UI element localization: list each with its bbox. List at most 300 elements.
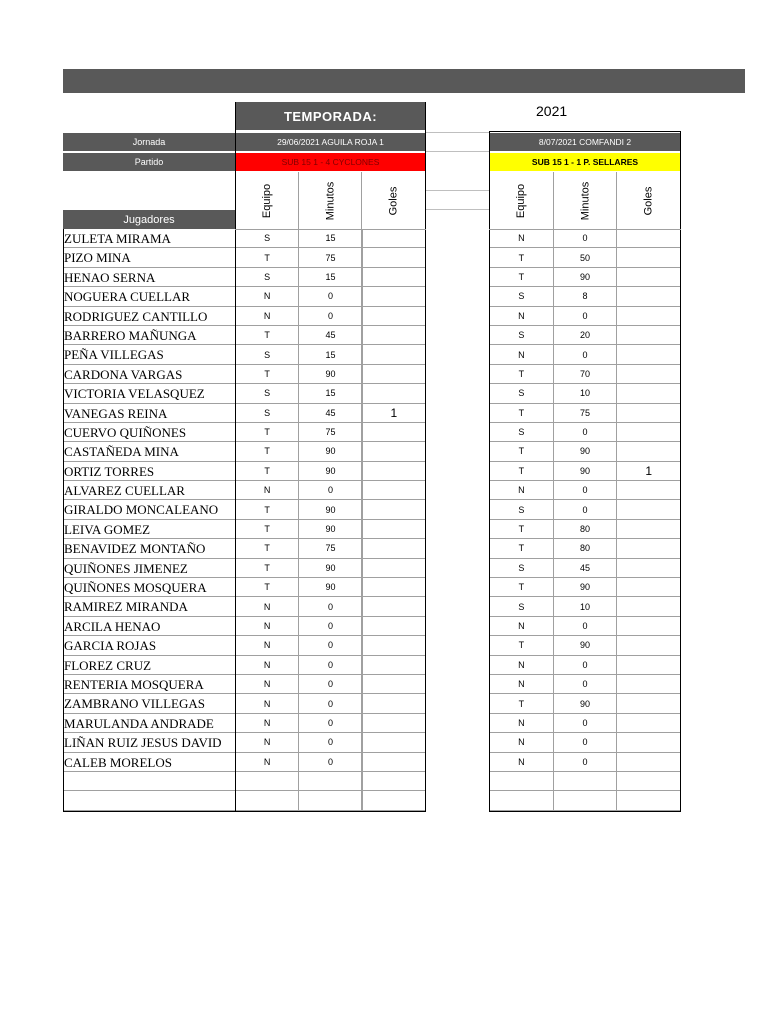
match2-minutos-cell: 0 <box>554 423 618 441</box>
match1-minutos-cell: 15 <box>299 268 362 286</box>
match1-equipo-cell: S <box>236 404 299 422</box>
match2-goles-cell <box>617 248 680 266</box>
match1-equipo-cell: N <box>236 694 299 712</box>
border-line <box>489 131 681 132</box>
match2-row <box>490 656 680 675</box>
match1-row <box>236 772 425 791</box>
match1-goles-cell: 1 <box>390 405 398 420</box>
grid-line <box>553 172 554 812</box>
match2-row <box>490 248 680 267</box>
match2-row <box>490 559 680 578</box>
match1-minutos-cell: 0 <box>299 617 362 635</box>
match2-row <box>490 404 680 423</box>
player-name <box>63 791 235 810</box>
match2-equipo-cell: T <box>490 442 554 460</box>
match2-jornada: 8/07/2021 COMFANDI 2 <box>490 133 680 151</box>
match2-minutos-header: Minutos <box>579 181 591 220</box>
match2-row <box>490 636 680 655</box>
match2-goles-cell <box>617 268 680 286</box>
match2-row <box>490 268 680 287</box>
match1-equipo-cell: S <box>236 345 299 363</box>
match1-goles-cell <box>363 442 425 460</box>
match1-row <box>236 578 425 597</box>
match2-goles-cell <box>617 481 680 499</box>
match2-grid <box>490 229 680 811</box>
match2-equipo-cell: S <box>490 597 554 615</box>
match2-equipo-cell: T <box>490 365 554 383</box>
match2-minutos-cell: 0 <box>554 229 618 247</box>
player-name: MARULANDA ANDRADE <box>63 714 235 733</box>
match1-row <box>236 268 425 287</box>
match1-goles-cell <box>363 307 425 325</box>
match1-goles-cell <box>363 772 425 790</box>
match2-minutos-cell: 80 <box>554 539 618 557</box>
border-line <box>63 229 64 812</box>
match1-equipo-cell: N <box>236 753 299 771</box>
match2-equipo-cell: S <box>490 500 554 518</box>
match2-equipo-cell: T <box>490 694 554 712</box>
match1-minutos-cell <box>299 772 362 790</box>
match1-row <box>236 617 425 636</box>
match2-equipo-cell: N <box>490 617 554 635</box>
match2-minutos-cell: 80 <box>554 520 618 538</box>
match2-row <box>490 539 680 558</box>
match1-goles-cell <box>363 287 425 305</box>
player-name: LEIVA GOMEZ <box>63 520 235 539</box>
border-line <box>235 102 236 812</box>
match1-goles-cell <box>363 597 425 615</box>
match1-row <box>236 539 425 558</box>
match2-goles-cell <box>617 287 680 305</box>
match1-equipo-cell: N <box>236 481 299 499</box>
match2-row <box>490 462 680 481</box>
match1-row <box>236 636 425 655</box>
match1-goles-cell <box>363 675 425 693</box>
player-name: FLOREZ CRUZ <box>63 656 235 675</box>
match2-goles-cell <box>617 229 680 247</box>
match2-row <box>490 500 680 519</box>
match1-equipo-cell: T <box>236 539 299 557</box>
match1-goles-cell <box>363 326 425 344</box>
match1-minutos-cell: 90 <box>299 442 362 460</box>
match2-goles-cell <box>617 733 680 751</box>
match1-equipo-cell: N <box>236 675 299 693</box>
match2-goles-cell <box>617 307 680 325</box>
player-name: ZULETA MIRAMA <box>63 229 235 248</box>
match2-equipo-cell: S <box>490 559 554 577</box>
match1-minutos-cell: 0 <box>299 694 362 712</box>
match2-row <box>490 384 680 403</box>
match1-goles-cell <box>363 791 425 809</box>
match1-minutos-cell <box>299 791 362 809</box>
match1-minutos-cell: 0 <box>299 656 362 674</box>
match1-minutos-cell: 90 <box>299 578 362 596</box>
match2-goles-cell <box>617 442 680 460</box>
match2-minutos-cell: 0 <box>554 656 618 674</box>
player-name: VICTORIA VELASQUEZ <box>63 384 235 403</box>
match1-row <box>236 423 425 442</box>
match1-goles-cell <box>363 500 425 518</box>
match1-minutos-cell: 45 <box>299 404 362 422</box>
match2-row <box>490 753 680 772</box>
match1-goles-cell <box>363 578 425 596</box>
player-name: PEÑA VILLEGAS <box>63 345 235 364</box>
match2-goles-cell <box>617 675 680 693</box>
grid-line <box>489 229 681 230</box>
player-name: GARCIA ROJAS <box>63 636 235 655</box>
match1-goles-cell <box>363 694 425 712</box>
match2-goles-cell <box>617 404 680 422</box>
match1-jornada: 29/06/2021 AGUILA ROJA 1 <box>236 133 425 151</box>
match1-equipo-cell: N <box>236 733 299 751</box>
match1-row <box>236 442 425 461</box>
player-name: ORTIZ TORRES <box>63 462 235 481</box>
match1-row <box>236 462 425 481</box>
match2-goles-cell <box>617 772 680 790</box>
match2-row <box>490 733 680 752</box>
player-name: PIZO MINA <box>63 248 235 267</box>
match2-equipo-cell: S <box>490 423 554 441</box>
match2-row <box>490 345 680 364</box>
match1-row <box>236 345 425 364</box>
match2-row <box>490 578 680 597</box>
player-name: LIÑAN RUIZ JESUS DAVID <box>63 733 235 752</box>
match1-minutos-cell: 75 <box>299 423 362 441</box>
match1-equipo-cell <box>236 772 299 790</box>
player-name: VANEGAS REINA <box>63 404 235 423</box>
match1-row <box>236 229 425 248</box>
player-name <box>63 772 235 791</box>
match2-goles-cell <box>617 345 680 363</box>
player-name: ARCILA HENAO <box>63 617 235 636</box>
player-name: RAMIREZ MIRANDA <box>63 597 235 616</box>
match2-goles-cell <box>617 791 680 809</box>
player-name: ALVAREZ CUELLAR <box>63 481 235 500</box>
match2-row <box>490 617 680 636</box>
match2-equipo-cell: T <box>490 539 554 557</box>
match1-equipo-cell: T <box>236 578 299 596</box>
match2-equipo-cell: S <box>490 384 554 402</box>
match2-equipo-cell: T <box>490 578 554 596</box>
match2-equipo-cell <box>490 772 554 790</box>
match1-row <box>236 559 425 578</box>
match1-row <box>236 597 425 616</box>
match2-partido: SUB 15 1 - 1 P. SELLARES <box>490 153 680 171</box>
match2-equipo-cell: N <box>490 345 554 363</box>
player-name: CASTAÑEDA MINA <box>63 442 235 461</box>
border-line <box>63 811 426 812</box>
match1-equipo-cell: S <box>236 384 299 402</box>
match1-goles-cell <box>363 365 425 383</box>
match2-goles-cell <box>617 714 680 732</box>
match1-row <box>236 287 425 306</box>
player-name: BARRERO MAÑUNGA <box>63 326 235 345</box>
match1-minutos-cell: 0 <box>299 714 362 732</box>
match2-equipo-cell: N <box>490 229 554 247</box>
match1-minutos-cell: 75 <box>299 248 362 266</box>
match2-row <box>490 772 680 791</box>
match2-goles-cell <box>617 384 680 402</box>
match1-row <box>236 694 425 713</box>
match1-equipo-header: Equipo <box>261 183 274 218</box>
match2-equipo-cell: N <box>490 307 554 325</box>
match1-minutos-cell: 90 <box>299 365 362 383</box>
match1-equipo-cell: N <box>236 307 299 325</box>
player-name: CALEB MORELOS <box>63 753 235 772</box>
match1-equipo-cell: T <box>236 326 299 344</box>
match1-goles-cell <box>363 423 425 441</box>
match2-equipo-cell: S <box>490 326 554 344</box>
match1-minutos-cell: 90 <box>299 520 362 538</box>
match2-row <box>490 675 680 694</box>
match2-row <box>490 442 680 461</box>
match1-goles-cell <box>363 636 425 654</box>
match2-equipo-cell: T <box>490 268 554 286</box>
match1-goles-cell <box>363 248 425 266</box>
match1-equipo-cell: T <box>236 520 299 538</box>
match2-minutos-cell: 0 <box>554 617 618 635</box>
match1-equipo-cell: T <box>236 248 299 266</box>
player-name: NOGUERA CUELLAR <box>63 287 235 306</box>
match1-grid <box>236 229 425 811</box>
match2-goles-cell <box>617 520 680 538</box>
match2-minutos-cell: 0 <box>554 675 618 693</box>
jornada-label: Jornada <box>63 133 235 151</box>
match2-equipo-cell: N <box>490 733 554 751</box>
match2-row <box>490 229 680 248</box>
border-line <box>489 131 490 812</box>
match1-minutos-cell: 0 <box>299 753 362 771</box>
match1-minutos-cell: 90 <box>299 462 362 480</box>
match2-goles-cell <box>617 365 680 383</box>
match1-minutos-cell: 0 <box>299 307 362 325</box>
match2-equipo-cell: T <box>490 520 554 538</box>
match1-row <box>236 481 425 500</box>
match1-equipo-cell: N <box>236 287 299 305</box>
player-name: QUIÑONES MOSQUERA <box>63 578 235 597</box>
separator <box>426 190 489 191</box>
match2-equipo-cell: N <box>490 675 554 693</box>
match1-minutos-cell: 90 <box>299 500 362 518</box>
match2-goles-cell <box>617 656 680 674</box>
match2-goles-cell <box>617 617 680 635</box>
match1-minutos-cell: 75 <box>299 539 362 557</box>
match2-row <box>490 287 680 306</box>
match1-equipo-cell: T <box>236 559 299 577</box>
match2-row <box>490 326 680 345</box>
match1-goles-cell <box>363 481 425 499</box>
match2-goles-cell: 1 <box>645 463 653 478</box>
match1-minutos-cell: 0 <box>299 287 362 305</box>
match2-goles-cell <box>617 636 680 654</box>
match1-equipo-cell: S <box>236 229 299 247</box>
grid-line <box>616 172 617 812</box>
match1-goles-cell <box>363 539 425 557</box>
match1-equipo-cell: N <box>236 636 299 654</box>
match1-minutos-cell: 15 <box>299 229 362 247</box>
match2-minutos-cell: 90 <box>554 268 618 286</box>
match2-minutos-cell <box>554 791 618 809</box>
match2-minutos-cell: 0 <box>554 500 618 518</box>
match1-goles-cell <box>363 617 425 635</box>
match2-minutos-cell: 10 <box>554 597 618 615</box>
player-name: CUERVO QUIÑONES <box>63 423 235 442</box>
match2-minutos-cell: 0 <box>554 345 618 363</box>
match1-minutos-header: Minutos <box>324 181 337 220</box>
match1-minutos-cell: 15 <box>299 345 362 363</box>
match2-row <box>490 481 680 500</box>
match2-equipo-header: Equipo <box>515 183 528 218</box>
match1-equipo-cell: N <box>236 656 299 674</box>
jugadores-label: Jugadores <box>63 210 235 229</box>
match2-minutos-cell: 90 <box>554 442 618 460</box>
match1-row <box>236 248 425 267</box>
match1-row <box>236 404 425 423</box>
match1-minutos-cell: 0 <box>299 733 362 751</box>
match2-equipo-cell <box>490 791 554 809</box>
match2-minutos-cell: 0 <box>554 753 618 771</box>
match1-minutos-cell: 0 <box>299 481 362 499</box>
match2-minutos-cell: 90 <box>554 462 618 480</box>
match2-equipo-cell: T <box>490 636 554 654</box>
match1-row <box>236 714 425 733</box>
separator <box>426 151 489 152</box>
match2-row <box>490 791 680 810</box>
match1-row <box>236 326 425 345</box>
match1-goles-cell <box>363 714 425 732</box>
match2-minutos-cell: 50 <box>554 248 618 266</box>
match2-minutos-cell: 75 <box>554 404 618 422</box>
match1-equipo-cell: T <box>236 500 299 518</box>
match1-row <box>236 500 425 519</box>
match2-minutos-cell <box>554 772 618 790</box>
match1-row <box>236 753 425 772</box>
grid-line <box>361 172 362 812</box>
match1-minutos-cell: 15 <box>299 384 362 402</box>
match2-goles-cell <box>617 559 680 577</box>
match1-goles-cell <box>363 268 425 286</box>
player-list <box>63 229 235 811</box>
match1-goles-cell <box>363 656 425 674</box>
match2-minutos-cell: 45 <box>554 559 618 577</box>
match1-partido: SUB 15 1 - 4 CYCLONES <box>236 153 425 171</box>
match2-goles-cell <box>617 578 680 596</box>
match1-row <box>236 365 425 384</box>
match1-row <box>236 384 425 403</box>
match1-equipo-cell: T <box>236 442 299 460</box>
match1-goles-cell <box>363 559 425 577</box>
match2-row <box>490 597 680 616</box>
match1-goles-header: Goles <box>387 186 400 215</box>
match1-equipo-cell <box>236 791 299 809</box>
match2-minutos-cell: 70 <box>554 365 618 383</box>
match1-row <box>236 733 425 752</box>
match1-equipo-cell: N <box>236 597 299 615</box>
match2-minutos-cell: 0 <box>554 714 618 732</box>
player-name: ZAMBRANO VILLEGAS <box>63 694 235 713</box>
match1-minutos-cell: 45 <box>299 326 362 344</box>
title-bar <box>63 69 745 93</box>
match2-minutos-cell: 20 <box>554 326 618 344</box>
player-name: HENAO SERNA <box>63 268 235 287</box>
match1-row <box>236 307 425 326</box>
match2-minutos-cell: 90 <box>554 578 618 596</box>
border-line <box>680 131 681 812</box>
match1-goles-cell <box>363 520 425 538</box>
match2-goles-header: Goles <box>642 186 655 215</box>
border-line <box>489 811 681 812</box>
match1-minutos-cell: 90 <box>299 559 362 577</box>
match2-goles-cell <box>617 539 680 557</box>
match2-minutos-cell: 0 <box>554 481 618 499</box>
player-name: CARDONA VARGAS <box>63 365 235 384</box>
match2-minutos-cell: 0 <box>554 733 618 751</box>
match1-equipo-cell: T <box>236 423 299 441</box>
match2-goles-cell <box>617 597 680 615</box>
match2-goles-cell <box>617 326 680 344</box>
match2-equipo-cell: T <box>490 462 554 480</box>
match1-equipo-cell: S <box>236 268 299 286</box>
match1-minutos-cell: 0 <box>299 675 362 693</box>
match1-equipo-cell: N <box>236 617 299 635</box>
match1-equipo-cell: T <box>236 462 299 480</box>
match2-row <box>490 365 680 384</box>
match2-equipo-cell: N <box>490 656 554 674</box>
player-name: GIRALDO MONCALEANO <box>63 500 235 519</box>
match2-row <box>490 714 680 733</box>
match2-equipo-cell: N <box>490 481 554 499</box>
match1-row <box>236 791 425 810</box>
match2-equipo-cell: T <box>490 404 554 422</box>
season-label: TEMPORADA: <box>236 102 425 130</box>
match1-row <box>236 520 425 539</box>
match1-goles-cell <box>363 384 425 402</box>
match1-goles-cell <box>363 733 425 751</box>
match2-goles-cell <box>617 694 680 712</box>
border-line <box>425 102 426 812</box>
player-name: BENAVIDEZ MONTAÑO <box>63 539 235 558</box>
match1-equipo-cell: N <box>236 714 299 732</box>
partido-label: Partido <box>63 153 235 171</box>
match2-row <box>490 520 680 539</box>
match2-goles-cell <box>617 500 680 518</box>
match2-minutos-cell: 10 <box>554 384 618 402</box>
match2-minutos-cell: 90 <box>554 636 618 654</box>
match1-goles-cell <box>363 753 425 771</box>
match1-goles-cell <box>363 462 425 480</box>
match1-row <box>236 656 425 675</box>
player-name: QUIÑONES JIMENEZ <box>63 559 235 578</box>
grid-line <box>235 229 426 230</box>
match2-row <box>490 307 680 326</box>
match1-goles-cell <box>363 345 425 363</box>
match2-minutos-cell: 0 <box>554 307 618 325</box>
match1-minutos-cell: 0 <box>299 597 362 615</box>
separator <box>426 209 489 210</box>
match2-equipo-cell: N <box>490 714 554 732</box>
player-name: RENTERIA MOSQUERA <box>63 675 235 694</box>
match2-equipo-cell: N <box>490 753 554 771</box>
match2-equipo-cell: T <box>490 248 554 266</box>
match1-equipo-cell: T <box>236 365 299 383</box>
grid-line <box>298 172 299 812</box>
match2-row <box>490 423 680 442</box>
season-year: 2021 <box>536 103 568 119</box>
match2-equipo-cell: S <box>490 287 554 305</box>
separator <box>426 132 489 133</box>
match1-minutos-cell: 0 <box>299 636 362 654</box>
match2-minutos-cell: 90 <box>554 694 618 712</box>
